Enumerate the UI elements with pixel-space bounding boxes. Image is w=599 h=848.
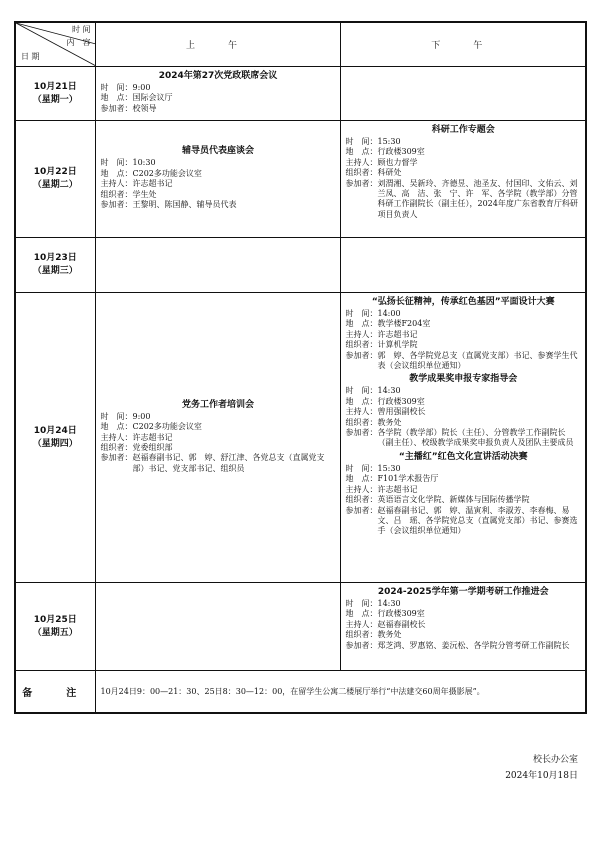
event-title: 2024-2025学年第一学期考研工作推进会 xyxy=(377,587,549,597)
field-label: 主持人： xyxy=(100,179,133,189)
field-value: 14:30 xyxy=(377,599,401,608)
field-value: 顾也力督学 xyxy=(377,157,418,167)
field-label: 组织者： xyxy=(100,443,133,452)
field-label: 参加者： xyxy=(345,178,378,188)
field-value: C202多功能会议室 xyxy=(132,422,202,432)
field-label: 主持人： xyxy=(345,484,378,494)
field-label: 参加者： xyxy=(100,200,133,210)
day-row xyxy=(15,583,586,671)
footer xyxy=(505,752,578,784)
field-label: 地 点： xyxy=(345,474,378,484)
day-row xyxy=(15,238,586,293)
field-label: 时 间： xyxy=(345,463,378,473)
field-label: 时 间： xyxy=(100,83,133,92)
field-label: 主持人： xyxy=(345,619,378,629)
corner-label-content: 内 容 xyxy=(66,38,91,47)
field-label: 地 点： xyxy=(345,319,378,329)
field-label: 参加者： xyxy=(345,350,378,360)
field-value: 教学楼F204室 xyxy=(377,319,431,329)
morning-cell xyxy=(95,293,340,583)
field-label: 参加者： xyxy=(345,640,378,650)
field-value: 教务处 xyxy=(377,630,402,640)
header-afternoon: 下 午 xyxy=(340,22,586,67)
field-label: 时 间： xyxy=(100,411,133,421)
field-label: 时 间： xyxy=(345,386,378,396)
day-weekday: （星期五） xyxy=(32,627,78,638)
event xyxy=(346,451,582,537)
event-title: 辅导员代表座谈会 xyxy=(181,146,254,157)
field-value: 学生处 xyxy=(132,189,157,199)
field-label: 参加者： xyxy=(100,103,133,113)
field-value: 许志超书记 xyxy=(377,484,418,494)
day-row xyxy=(15,121,586,238)
event xyxy=(101,399,336,474)
field-value: 14:00 xyxy=(377,309,401,318)
field-value: 校领导 xyxy=(132,103,157,113)
event-title: 科研工作专题会 xyxy=(431,125,495,135)
field-label: 地 点： xyxy=(100,168,133,178)
field-label: 时 间： xyxy=(345,599,378,608)
afternoon-cell xyxy=(340,67,586,121)
field-label: 参加者： xyxy=(345,505,378,515)
field-value: 党委组织部 xyxy=(132,443,173,452)
event-title: “弘扬长征精神，传承红色基因”平面设计大赛 xyxy=(371,297,555,307)
field-value: 行政楼309室 xyxy=(377,147,425,157)
field-value: 王黎明、陈国静、辅导员代表 xyxy=(132,200,237,210)
field-value: 英语语言文化学院、新媒体与国际传播学院 xyxy=(377,495,530,505)
field-value: 曾用强副校长 xyxy=(377,407,426,417)
afternoon-cell xyxy=(340,293,586,583)
corner-cell xyxy=(15,22,95,67)
field-label: 组织者： xyxy=(100,189,133,199)
issuing-office: 校长办公室 xyxy=(532,755,578,765)
day-weekday: （星期一） xyxy=(32,94,78,105)
field-value: 赵福春副书记、郭 婷、舒江津、各党总支（直属党支部）书记、党支部书记、组织员 xyxy=(132,453,325,473)
field-value: 14:30 xyxy=(377,386,401,396)
field-value: 许志超书记 xyxy=(132,432,173,442)
day-weekday: （星期三） xyxy=(32,266,78,276)
field-value: 各学院（教学部）院长（主任）、分管教学工作副院长（副主任）、校级教学成果奖申报负责人及团队主要成员 xyxy=(377,428,574,448)
field-value: 刘渭湘、吴新玲、齐德昱、池圣友、付国印、文佑云、刘兰凤、高 洁、张 宁、许 军、各学院（教学部）分管科研工作副院长（副主任），2024年度广东省教育厅科研项目负责人 xyxy=(377,178,578,219)
afternoon-cell xyxy=(340,583,586,671)
day-date: 10月25日 xyxy=(33,614,77,625)
event xyxy=(346,296,582,371)
corner-label-time: 时 间 xyxy=(71,25,91,34)
note-text: 10月24日9：00—21：30、25日8：30—12：00，在留学生公寓二楼展厅举行“中法建交60周年摄影展”。 xyxy=(95,671,586,713)
field-value: 赵福春副校长 xyxy=(377,619,426,629)
day-cell xyxy=(15,583,95,671)
field-label: 地 点： xyxy=(100,422,133,432)
event-title: “主播红”红色文化宣讲活动决赛 xyxy=(398,451,528,462)
day-weekday: （星期四） xyxy=(32,438,78,449)
day-date: 10月24日 xyxy=(33,425,77,436)
issue-date: 2024年10月18日 xyxy=(505,771,578,781)
field-value: 计算机学院 xyxy=(377,340,418,350)
field-value: 许志超书记 xyxy=(377,329,418,339)
field-label: 主持人： xyxy=(100,432,133,442)
field-value: 科研处 xyxy=(377,168,402,178)
weekly-schedule-table xyxy=(14,21,587,714)
field-label: 地 点： xyxy=(345,147,378,157)
field-label: 时 间： xyxy=(345,137,378,146)
field-value: 赵福春副书记、郭 婷、温寅利、李淑芳、李春梅、易 文、吕 瑶、各学院党总支（直属党支部）书记、参赛选手（会议组织单位通知） xyxy=(377,505,578,536)
day-cell xyxy=(15,67,95,121)
day-weekday: （星期二） xyxy=(32,180,78,190)
event-title: 教学成果奖申报专家指导会 xyxy=(409,374,518,385)
morning-cell xyxy=(95,238,340,293)
event xyxy=(346,586,582,651)
field-value: C202多功能会议室 xyxy=(132,168,202,178)
corner-label-date: 日 期 xyxy=(21,52,40,61)
schedule-sheet xyxy=(14,21,585,714)
field-label: 主持人： xyxy=(345,407,378,417)
field-label: 组织者： xyxy=(345,168,378,178)
header-morning: 上 午 xyxy=(95,22,340,67)
field-value: 郑芝鸿、罗惠铭、姜沅松、各学院分管考研工作副院长 xyxy=(377,640,570,650)
field-label: 地 点： xyxy=(100,93,133,103)
day-date: 10月23日 xyxy=(33,253,77,263)
day-date: 10月22日 xyxy=(33,167,77,177)
field-value: 9:00 xyxy=(132,411,151,421)
field-value: 9:00 xyxy=(132,83,151,92)
field-label: 地 点： xyxy=(345,609,378,619)
day-row xyxy=(15,293,586,583)
event xyxy=(101,70,336,114)
field-label: 参加者： xyxy=(100,453,133,463)
field-value: 郭 婷、各学院党总支（直属党支部）书记、参赛学生代表（会议组织单位通知） xyxy=(377,350,578,371)
afternoon-cell xyxy=(340,121,586,238)
field-value: 10:30 xyxy=(132,158,156,168)
day-cell xyxy=(15,121,95,238)
event xyxy=(346,124,582,220)
field-label: 组织者： xyxy=(345,417,378,427)
field-label: 主持人： xyxy=(345,157,378,167)
field-value: 行政楼309室 xyxy=(377,609,425,619)
note-row xyxy=(15,671,586,713)
day-cell xyxy=(15,293,95,583)
morning-cell xyxy=(95,67,340,121)
field-value: 国际会议厅 xyxy=(132,93,173,103)
field-value: F101学术报告厅 xyxy=(377,474,439,484)
field-value: 教务处 xyxy=(377,417,402,427)
field-label: 时 间： xyxy=(100,158,133,168)
field-value: 15:30 xyxy=(377,463,401,473)
day-date: 10月21日 xyxy=(33,81,77,92)
field-label: 组织者： xyxy=(345,495,378,505)
note-label: 备 注 xyxy=(15,671,95,713)
field-label: 参加者： xyxy=(345,428,378,438)
field-value: 行政楼309室 xyxy=(377,396,425,406)
day-row xyxy=(15,67,586,121)
day-cell xyxy=(15,238,95,293)
morning-cell xyxy=(95,583,340,671)
event xyxy=(346,373,582,448)
field-label: 组织者： xyxy=(345,340,378,350)
header-row xyxy=(15,22,586,67)
event xyxy=(101,145,336,210)
field-label: 时 间： xyxy=(345,309,378,318)
field-label: 主持人： xyxy=(345,329,378,339)
event-title: 党务工作者培训会 xyxy=(181,399,254,410)
morning-cell xyxy=(95,121,340,238)
event-title: 2024年第27次党政联席会议 xyxy=(158,71,278,81)
field-label: 地 点： xyxy=(345,396,378,406)
field-value: 许志超书记 xyxy=(132,179,173,189)
afternoon-cell xyxy=(340,238,586,293)
field-value: 15:30 xyxy=(377,137,401,146)
field-label: 组织者： xyxy=(345,630,378,640)
